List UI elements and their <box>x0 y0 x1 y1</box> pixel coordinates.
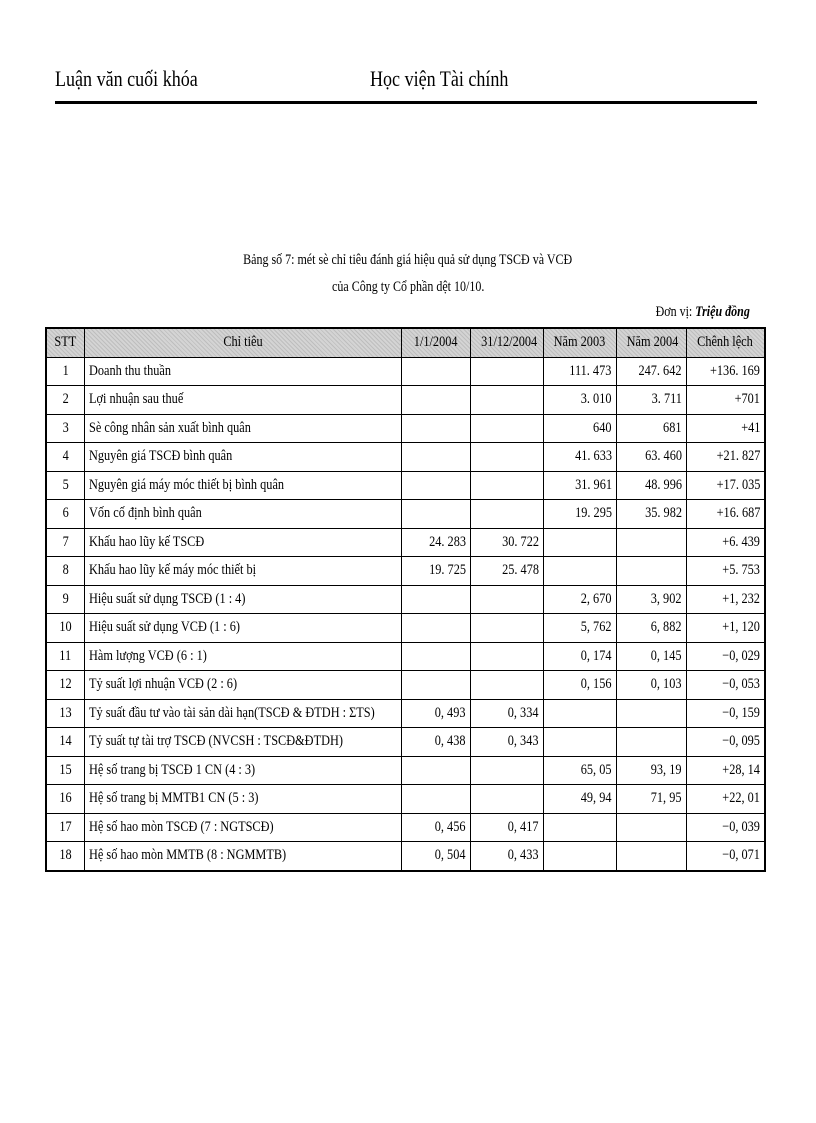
cell-indicator: Khấu hao lũy kế TSCĐ <box>84 528 401 557</box>
cell-year-2004 <box>616 813 686 842</box>
table-row <box>46 728 765 757</box>
table-row <box>46 614 765 643</box>
cell-year-2003: 2, 670 <box>543 585 616 614</box>
cell-year-2004: 93, 19 <box>616 756 686 785</box>
table-row <box>46 756 765 785</box>
cell-stt: 14 <box>46 728 84 757</box>
cell-date-start <box>401 756 470 785</box>
cell-stt: 10 <box>46 614 84 643</box>
cell-year-2003: 31. 961 <box>543 471 616 500</box>
header-stt: STT <box>46 328 84 357</box>
header-year-2003: Năm 2003 <box>543 328 616 357</box>
cell-difference: +22, 01 <box>686 785 765 814</box>
table-caption-line2: của Công ty Cổ phần dệt 10/10. <box>331 279 485 295</box>
header-rule <box>55 101 757 104</box>
cell-difference: +6. 439 <box>686 528 765 557</box>
cell-year-2004: 681 <box>616 414 686 443</box>
table-row <box>46 414 765 443</box>
table-row <box>46 585 765 614</box>
header-date-end: 31/12/2004 <box>470 328 543 357</box>
cell-difference: +5. 753 <box>686 557 765 586</box>
cell-date-end <box>470 386 543 415</box>
cell-year-2003: 0, 174 <box>543 642 616 671</box>
cell-year-2003 <box>543 699 616 728</box>
cell-date-start <box>401 500 470 529</box>
cell-date-start: 0, 504 <box>401 842 470 871</box>
cell-date-start <box>401 671 470 700</box>
cell-date-start: 0, 456 <box>401 813 470 842</box>
cell-difference: +16. 687 <box>686 500 765 529</box>
cell-stt: 16 <box>46 785 84 814</box>
cell-year-2003 <box>543 813 616 842</box>
cell-date-start <box>401 386 470 415</box>
table-row <box>46 785 765 814</box>
cell-indicator: Hàm lượng VCĐ (6 : 1) <box>84 642 401 671</box>
cell-indicator: Hệ số hao mòn TSCĐ (7 : NGTSCĐ) <box>84 813 401 842</box>
cell-indicator: Vốn cố định bình quân <box>84 500 401 529</box>
cell-stt: 8 <box>46 557 84 586</box>
cell-year-2003: 5, 762 <box>543 614 616 643</box>
cell-year-2004: 48. 996 <box>616 471 686 500</box>
cell-year-2004 <box>616 528 686 557</box>
cell-year-2003 <box>543 728 616 757</box>
cell-indicator: Hệ số trang bị TSCĐ 1 CN (4 : 3) <box>84 756 401 785</box>
cell-date-end <box>470 471 543 500</box>
cell-difference: +136. 169 <box>686 357 765 386</box>
cell-year-2003: 3. 010 <box>543 386 616 415</box>
cell-year-2004 <box>616 699 686 728</box>
unit-label: Đơn vị: <box>655 304 693 320</box>
cell-stt: 12 <box>46 671 84 700</box>
header-row <box>46 328 765 357</box>
cell-year-2003 <box>543 842 616 871</box>
cell-year-2003: 41. 633 <box>543 443 616 472</box>
cell-date-start <box>401 614 470 643</box>
table-row <box>46 699 765 728</box>
cell-indicator: Doanh thu thuần <box>84 357 401 386</box>
table-row <box>46 842 765 871</box>
table-row <box>46 471 765 500</box>
cell-date-end: 0, 343 <box>470 728 543 757</box>
cell-stt: 15 <box>46 756 84 785</box>
cell-difference: +21. 827 <box>686 443 765 472</box>
cell-year-2004 <box>616 557 686 586</box>
cell-year-2004: 3, 902 <box>616 585 686 614</box>
cell-year-2004: 63. 460 <box>616 443 686 472</box>
cell-stt: 2 <box>46 386 84 415</box>
cell-year-2004: 0, 103 <box>616 671 686 700</box>
cell-date-end: 30. 722 <box>470 528 543 557</box>
cell-indicator: Lợi nhuận sau thuế <box>84 386 401 415</box>
cell-indicator: Hiệu suất sử dụng VCĐ (1 : 6) <box>84 614 401 643</box>
cell-indicator: Hệ số trang bị MMTB1 CN (5 : 3) <box>84 785 401 814</box>
cell-stt: 1 <box>46 357 84 386</box>
cell-date-end <box>470 642 543 671</box>
unit-value: Triệu đồng <box>695 304 750 320</box>
cell-date-end <box>470 443 543 472</box>
cell-date-end <box>470 414 543 443</box>
cell-indicator: Tỷ suất lợi nhuận VCĐ (2 : 6) <box>84 671 401 700</box>
header-indicator: Chỉ tiêu <box>84 328 401 357</box>
cell-difference: −0, 029 <box>686 642 765 671</box>
cell-year-2003: 19. 295 <box>543 500 616 529</box>
cell-difference: +17. 035 <box>686 471 765 500</box>
table-caption-line1: Bảng số 7: mét sè chỉ tiêu đánh giá hiệu quả sử dụng TSCĐ và VCĐ <box>243 252 573 268</box>
cell-date-end <box>470 500 543 529</box>
cell-year-2003: 640 <box>543 414 616 443</box>
cell-stt: 7 <box>46 528 84 557</box>
cell-date-start <box>401 471 470 500</box>
table-row <box>46 357 765 386</box>
cell-stt: 3 <box>46 414 84 443</box>
cell-date-end <box>470 671 543 700</box>
table-row <box>46 557 765 586</box>
header-year-2004: Năm 2004 <box>616 328 686 357</box>
cell-date-start: 0, 438 <box>401 728 470 757</box>
cell-year-2003: 111. 473 <box>543 357 616 386</box>
cell-year-2003: 49, 94 <box>543 785 616 814</box>
cell-difference: +1, 120 <box>686 614 765 643</box>
header-date-start: 1/1/2004 <box>401 328 470 357</box>
cell-indicator: Tỷ suất đầu tư vào tài sản dài hạn(TSCĐ & ĐTDH : ΣTS) <box>84 699 401 728</box>
cell-date-start: 0, 493 <box>401 699 470 728</box>
cell-difference: −0, 095 <box>686 728 765 757</box>
header-difference: Chênh lệch <box>686 328 765 357</box>
cell-indicator: Hiệu suất sử dụng TSCĐ (1 : 4) <box>84 585 401 614</box>
cell-date-end <box>470 357 543 386</box>
cell-stt: 6 <box>46 500 84 529</box>
cell-difference: +41 <box>686 414 765 443</box>
indicator-table <box>45 327 766 872</box>
cell-year-2004: 3. 711 <box>616 386 686 415</box>
cell-date-end <box>470 756 543 785</box>
document-header-center: Học viện Tài chính <box>370 66 509 91</box>
cell-difference: +701 <box>686 386 765 415</box>
cell-indicator: Khấu hao lũy kế máy móc thiết bị <box>84 557 401 586</box>
cell-difference: +28, 14 <box>686 756 765 785</box>
cell-year-2003: 0, 156 <box>543 671 616 700</box>
cell-stt: 4 <box>46 443 84 472</box>
cell-date-start <box>401 585 470 614</box>
cell-date-end: 0, 334 <box>470 699 543 728</box>
cell-difference: −0, 053 <box>686 671 765 700</box>
cell-date-end: 0, 417 <box>470 813 543 842</box>
table-body <box>46 357 765 871</box>
cell-indicator: Nguyên giá máy móc thiết bị bình quân <box>84 471 401 500</box>
cell-date-start: 24. 283 <box>401 528 470 557</box>
cell-stt: 17 <box>46 813 84 842</box>
cell-indicator: Tỷ suất tự tài trợ TSCĐ (NVCSH : TSCĐ&ĐTDH) <box>84 728 401 757</box>
cell-year-2004: 6, 882 <box>616 614 686 643</box>
cell-year-2003: 65, 05 <box>543 756 616 785</box>
cell-indicator: Sè công nhân sản xuất bình quân <box>84 414 401 443</box>
cell-date-end <box>470 614 543 643</box>
cell-year-2003 <box>543 528 616 557</box>
cell-stt: 5 <box>46 471 84 500</box>
cell-date-end: 0, 433 <box>470 842 543 871</box>
cell-indicator: Hệ số hao mòn MMTB (8 : NGMMTB) <box>84 842 401 871</box>
cell-difference: −0, 159 <box>686 699 765 728</box>
table-row <box>46 500 765 529</box>
cell-difference: −0, 071 <box>686 842 765 871</box>
cell-date-start <box>401 414 470 443</box>
cell-stt: 9 <box>46 585 84 614</box>
cell-year-2004: 247. 642 <box>616 357 686 386</box>
table-row <box>46 671 765 700</box>
cell-stt: 13 <box>46 699 84 728</box>
cell-date-start <box>401 642 470 671</box>
table-row <box>46 642 765 671</box>
cell-stt: 18 <box>46 842 84 871</box>
table-row <box>46 386 765 415</box>
cell-year-2004: 0, 145 <box>616 642 686 671</box>
cell-date-end <box>470 585 543 614</box>
cell-year-2003 <box>543 557 616 586</box>
cell-indicator: Nguyên giá TSCĐ bình quân <box>84 443 401 472</box>
table-row <box>46 813 765 842</box>
table-row <box>46 443 765 472</box>
table-row <box>46 528 765 557</box>
cell-date-start: 19. 725 <box>401 557 470 586</box>
cell-year-2004: 35. 982 <box>616 500 686 529</box>
cell-stt: 11 <box>46 642 84 671</box>
cell-difference: +1, 232 <box>686 585 765 614</box>
cell-date-start <box>401 785 470 814</box>
table-header <box>46 328 765 357</box>
cell-year-2004 <box>616 842 686 871</box>
cell-date-start <box>401 357 470 386</box>
cell-year-2004 <box>616 728 686 757</box>
cell-difference: −0, 039 <box>686 813 765 842</box>
cell-date-end: 25. 478 <box>470 557 543 586</box>
cell-date-start <box>401 443 470 472</box>
cell-year-2004: 71, 95 <box>616 785 686 814</box>
unit-note <box>656 304 750 321</box>
cell-date-end <box>470 785 543 814</box>
document-header-left: Luận văn cuối khóa <box>55 66 198 91</box>
